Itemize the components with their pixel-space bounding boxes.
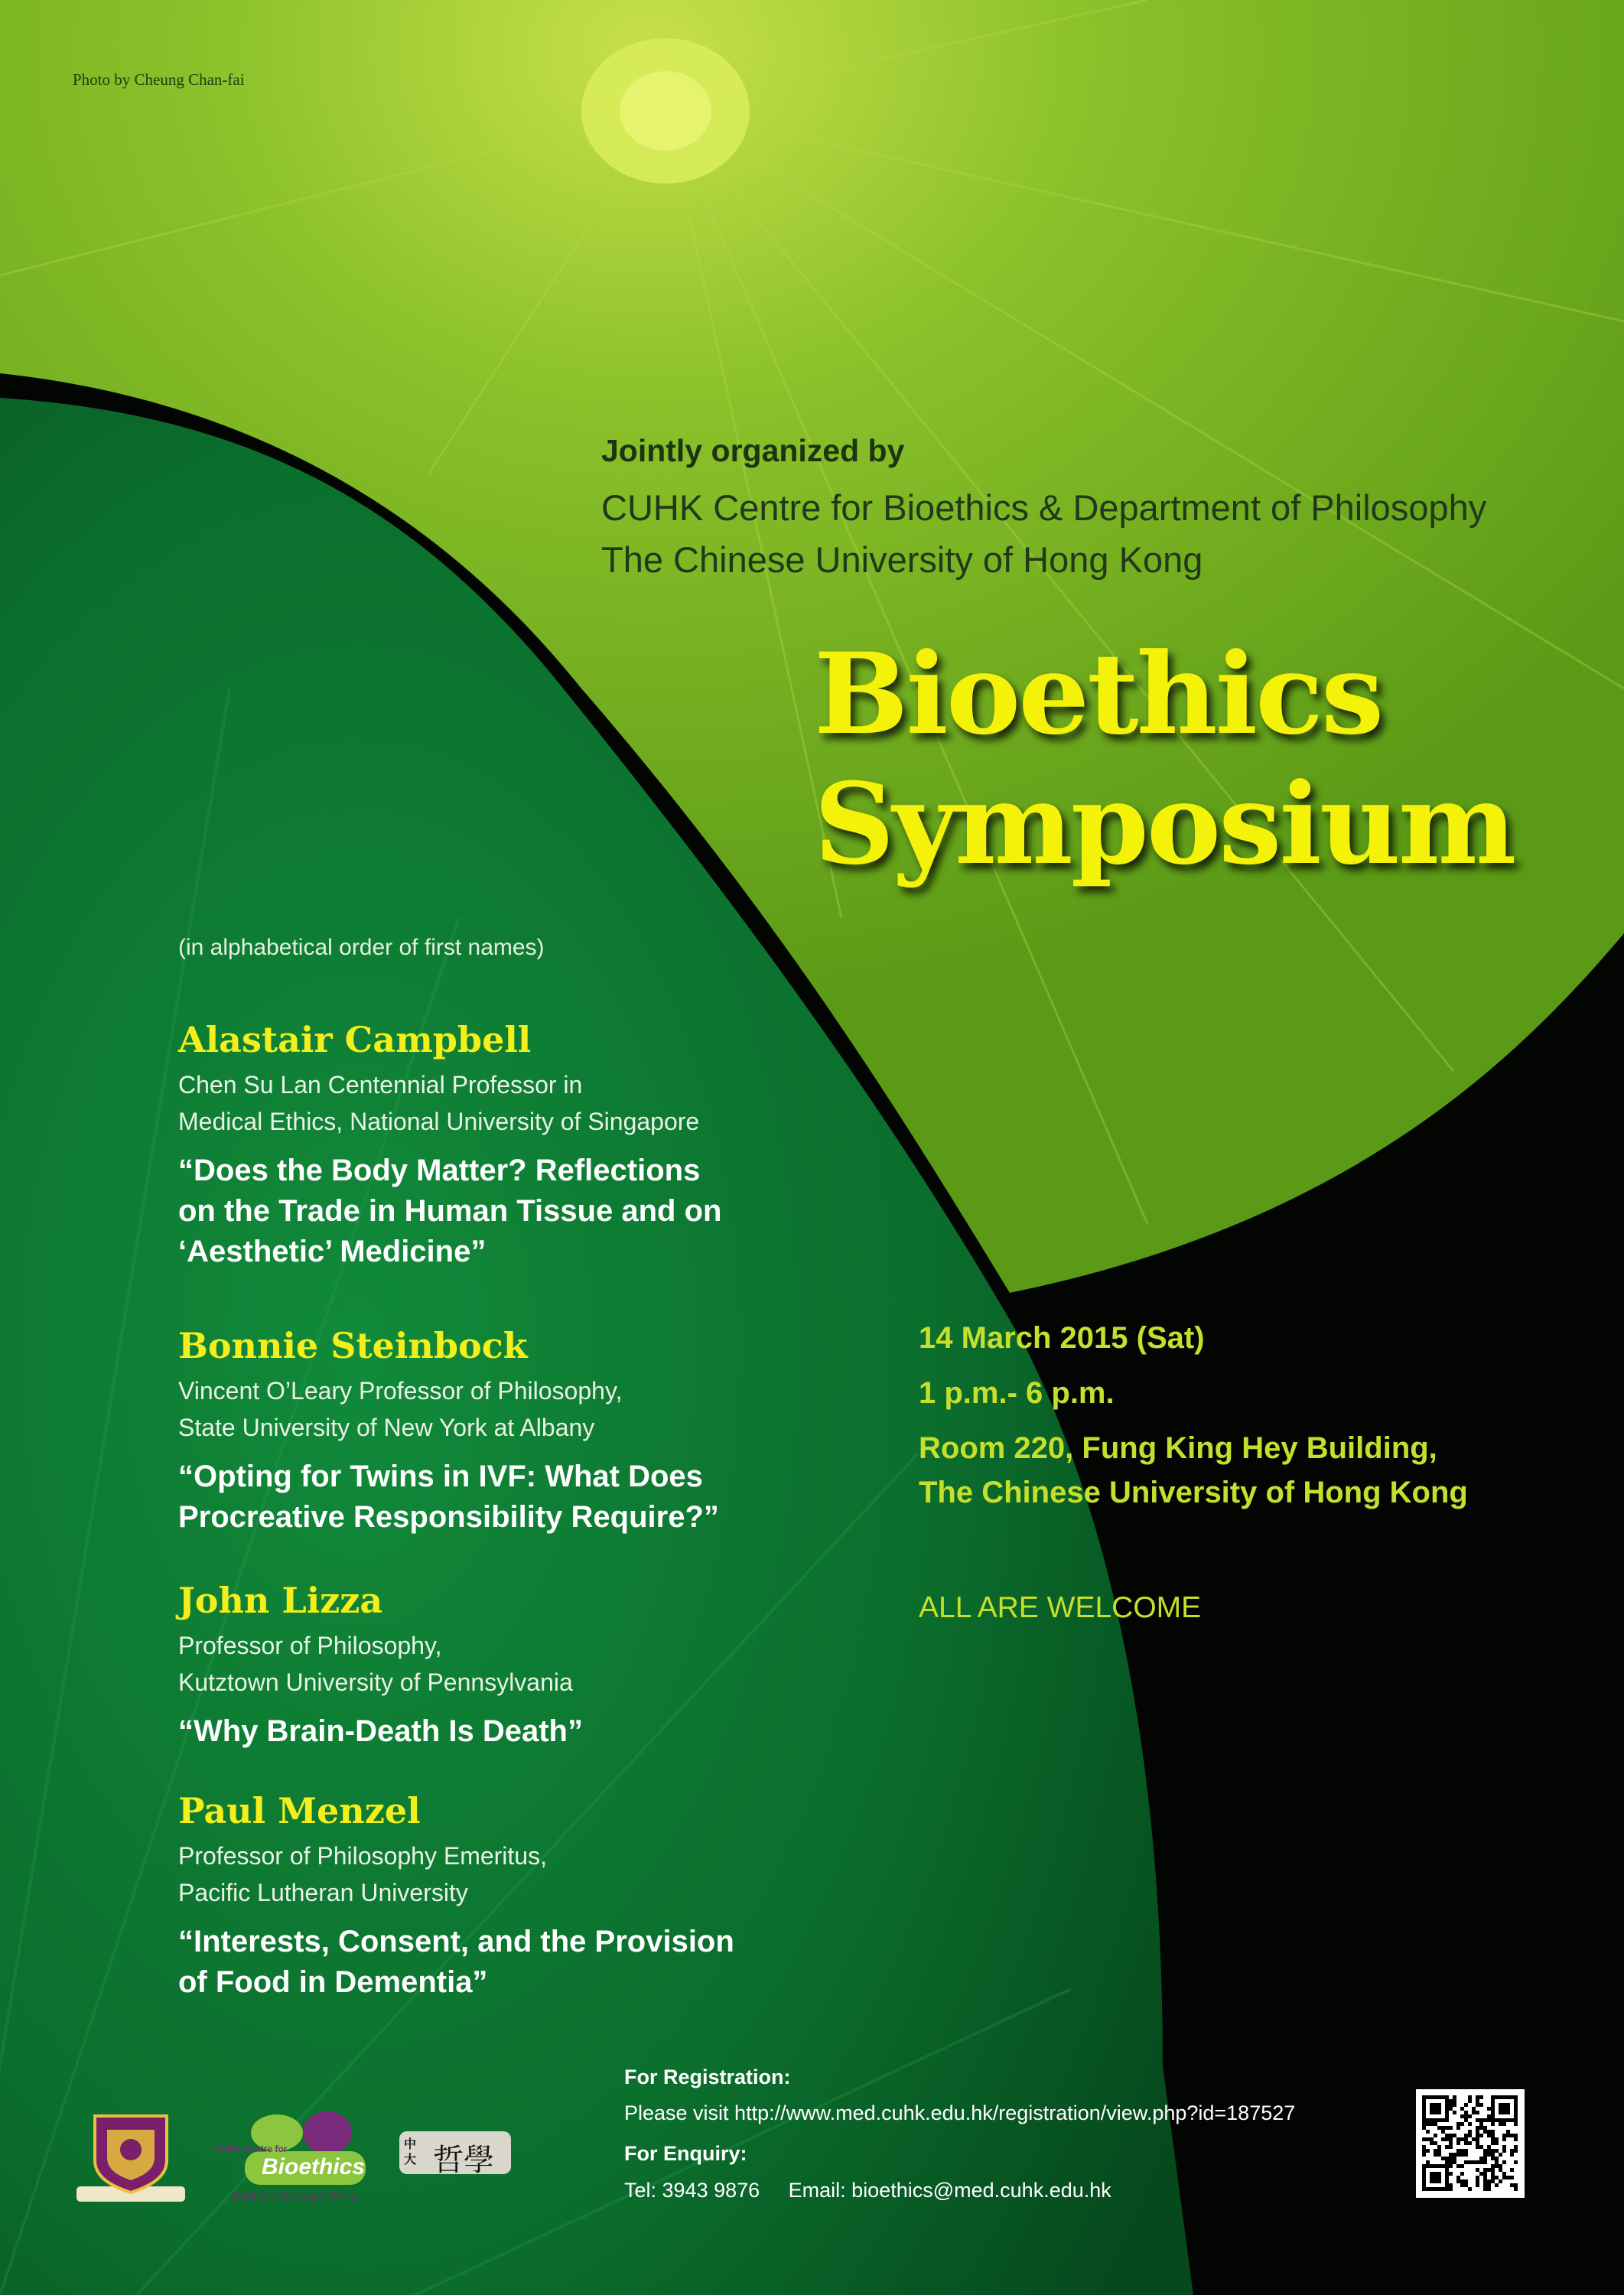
registration-link[interactable]: Please visit http://www.med.cuhk.edu.hk/registration/view.php?id=187527 [624,2101,1296,2124]
talk-title-line: “Interests, Consent, and the Provision [178,1924,734,1958]
talk-title-line: “Why Brain-Death Is Death” [178,1714,583,1748]
speaker-affiliation: Kutztown University of Pennsylvania [178,1668,573,1696]
event-venue-line-1: Room 220, Fung King Hey Building, [919,1431,1437,1465]
title-line-2: Symposium [814,759,1515,890]
talk-title-line: “Opting for Twins in IVF: What Does [178,1459,703,1493]
registration-heading: For Registration: [624,2066,791,2088]
qr-code[interactable] [1416,2089,1525,2198]
organizer-name: CUHK Centre for Bioethics & Department of Philosophy [601,487,1487,528]
speaker-position: Professor of Philosophy, [178,1631,442,1659]
enquiry-contact: Tel: 3943 9876 Email: bioethics@med.cuhk.edu.hk [624,2179,1111,2202]
speaker-block [178,1791,783,2003]
speaker-name: Bonnie Steinbock [178,1325,528,1366]
cuhk-crest-logo [76,2113,185,2203]
title-line-1: Bioethics [814,629,1382,760]
enquiry-heading: For Enquiry: [624,2142,747,2165]
speaker-affiliation: State University of New York at Albany [178,1413,595,1441]
bioethics-logo-small-text: CUHK Centre for [214,2144,288,2154]
speaker-affiliation: Medical Ethics, National University of Singapore [178,1107,700,1135]
talk-title-line: of Food in Dementia” [178,1965,488,1999]
event-time: 1 p.m.- 6 p.m. [919,1376,1115,1410]
event-venue-line-2: The Chinese University of Hong Kong [919,1476,1468,1509]
organizer-lead: Jointly organized by [601,433,905,468]
speaker-name: John Lizza [178,1580,383,1621]
welcome-note: ALL ARE WELCOME [919,1591,1202,1624]
speaker-block [178,1326,783,1538]
speaker-block [178,1580,783,1752]
philosophy-logo-small: 中大 [404,2138,417,2166]
talk-title-line: Procreative Responsibility Require?” [178,1499,719,1534]
philosophy-dept-logo [399,2131,511,2178]
talk-title [178,1457,783,1538]
talk-title [178,1922,783,2003]
organizer-university: The Chinese University of Hong Kong [601,539,1203,580]
speaker-affiliation: Pacific Lutheran University [178,1878,468,1906]
talk-title-line: “Does the Body Matter? Reflections [178,1153,701,1187]
talk-title [178,1711,783,1752]
speaker-name: Paul Menzel [178,1790,421,1831]
talk-title-line: on the Trade in Human Tissue and on [178,1193,722,1228]
qr-code-icon [1416,2089,1525,2198]
speaker-block [178,1020,783,1272]
speaker-position: Chen Su Lan Centennial Professor in [178,1070,583,1099]
speaker-order-note: (in alphabetical order of first names) [178,935,545,960]
philosophy-logo-word: 哲學 [433,2143,494,2178]
speaker-position: Vincent O’Leary Professor of Philosophy, [178,1376,623,1405]
bioethics-centre-logo [214,2110,375,2203]
bioethics-logo-chinese: 香港中文大學生命倫理學中心 [229,2192,360,2203]
speaker-name: Alastair Campbell [178,1019,532,1060]
event-date: 14 March 2015 (Sat) [919,1321,1205,1355]
bioethics-logo-word: Bioethics [262,2154,366,2179]
photo-credit: Photo by Cheung Chan-fai [73,70,245,89]
talk-title-line: ‘Aesthetic’ Medicine” [178,1234,487,1268]
talk-title [178,1151,783,1272]
speaker-position: Professor of Philosophy Emeritus, [178,1841,547,1870]
